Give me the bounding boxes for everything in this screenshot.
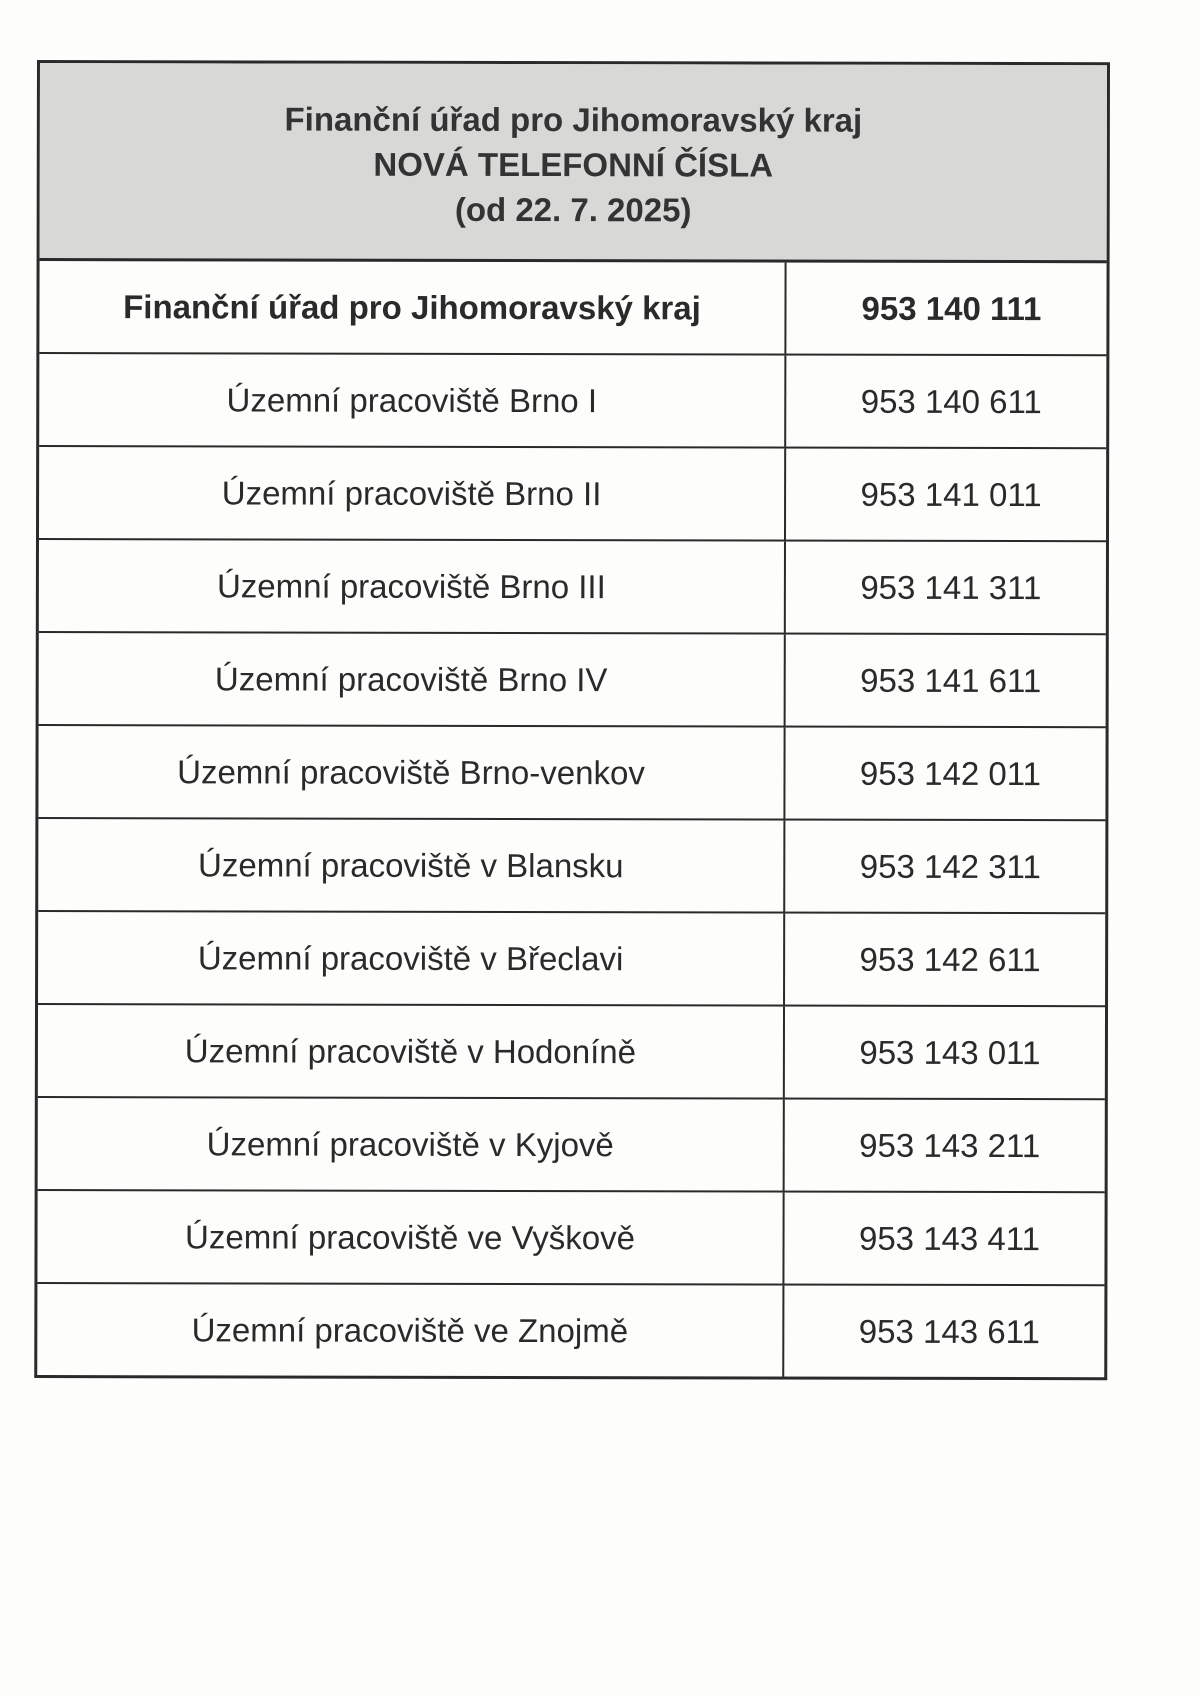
office-name: Finanční úřad pro Jihomoravský kraj	[39, 261, 786, 354]
table-row	[39, 447, 1106, 542]
office-phone: 953 142 011	[859, 754, 1042, 792]
office-phone: 953 143 211	[859, 1126, 1041, 1164]
office-phone: 953 140 611	[860, 382, 1042, 420]
office-phone: 953 142 611	[859, 940, 1041, 978]
office-name: Územní pracoviště v Kyjově	[38, 1098, 785, 1191]
office-name: Územní pracoviště ve Vyškově	[37, 1191, 784, 1284]
office-phone: 953 141 611	[860, 661, 1042, 699]
office-name: Územní pracoviště Brno-venkov	[38, 726, 785, 819]
table-row	[39, 261, 1106, 356]
office-phone: 953 140 111	[861, 289, 1042, 327]
office-phone: 953 141 311	[860, 568, 1042, 606]
office-phone: 953 143 611	[858, 1312, 1040, 1350]
office-name: Územní pracoviště Brno II	[39, 447, 786, 540]
table-row	[39, 633, 1106, 728]
table-row	[37, 1191, 1104, 1286]
office-phone: 953 142 311	[859, 847, 1041, 885]
header-office-title: Finanční úřad pro Jihomoravský kraj	[284, 100, 863, 139]
office-phone: 953 143 411	[858, 1219, 1041, 1257]
phone-table	[34, 60, 1110, 1380]
table-row	[39, 540, 1106, 635]
table-row	[38, 819, 1105, 914]
office-name: Územní pracoviště Brno IV	[39, 633, 786, 726]
header-effective-date: (od 22. 7. 2025)	[454, 190, 692, 229]
table-row	[39, 354, 1106, 449]
table-row	[38, 726, 1105, 821]
office-name: Územní pracoviště Brno I	[39, 354, 786, 447]
table-row	[38, 912, 1105, 1007]
office-name: Územní pracoviště v Blansku	[38, 819, 785, 912]
office-phone: 953 141 011	[860, 475, 1042, 513]
office-name: Územní pracoviště v Břeclavi	[38, 912, 785, 1005]
table-row	[38, 1005, 1105, 1100]
office-phone: 953 143 011	[859, 1033, 1041, 1071]
office-name: Územní pracoviště ve Znojmě	[37, 1284, 784, 1377]
office-name: Územní pracoviště v Hodoníně	[38, 1005, 785, 1098]
table-row	[38, 1098, 1105, 1193]
header-subtitle: NOVÁ TELEFONNÍ ČÍSLA	[373, 145, 774, 184]
office-name: Územní pracoviště Brno III	[39, 540, 786, 633]
table-row	[37, 1284, 1104, 1377]
table-header	[40, 63, 1107, 263]
